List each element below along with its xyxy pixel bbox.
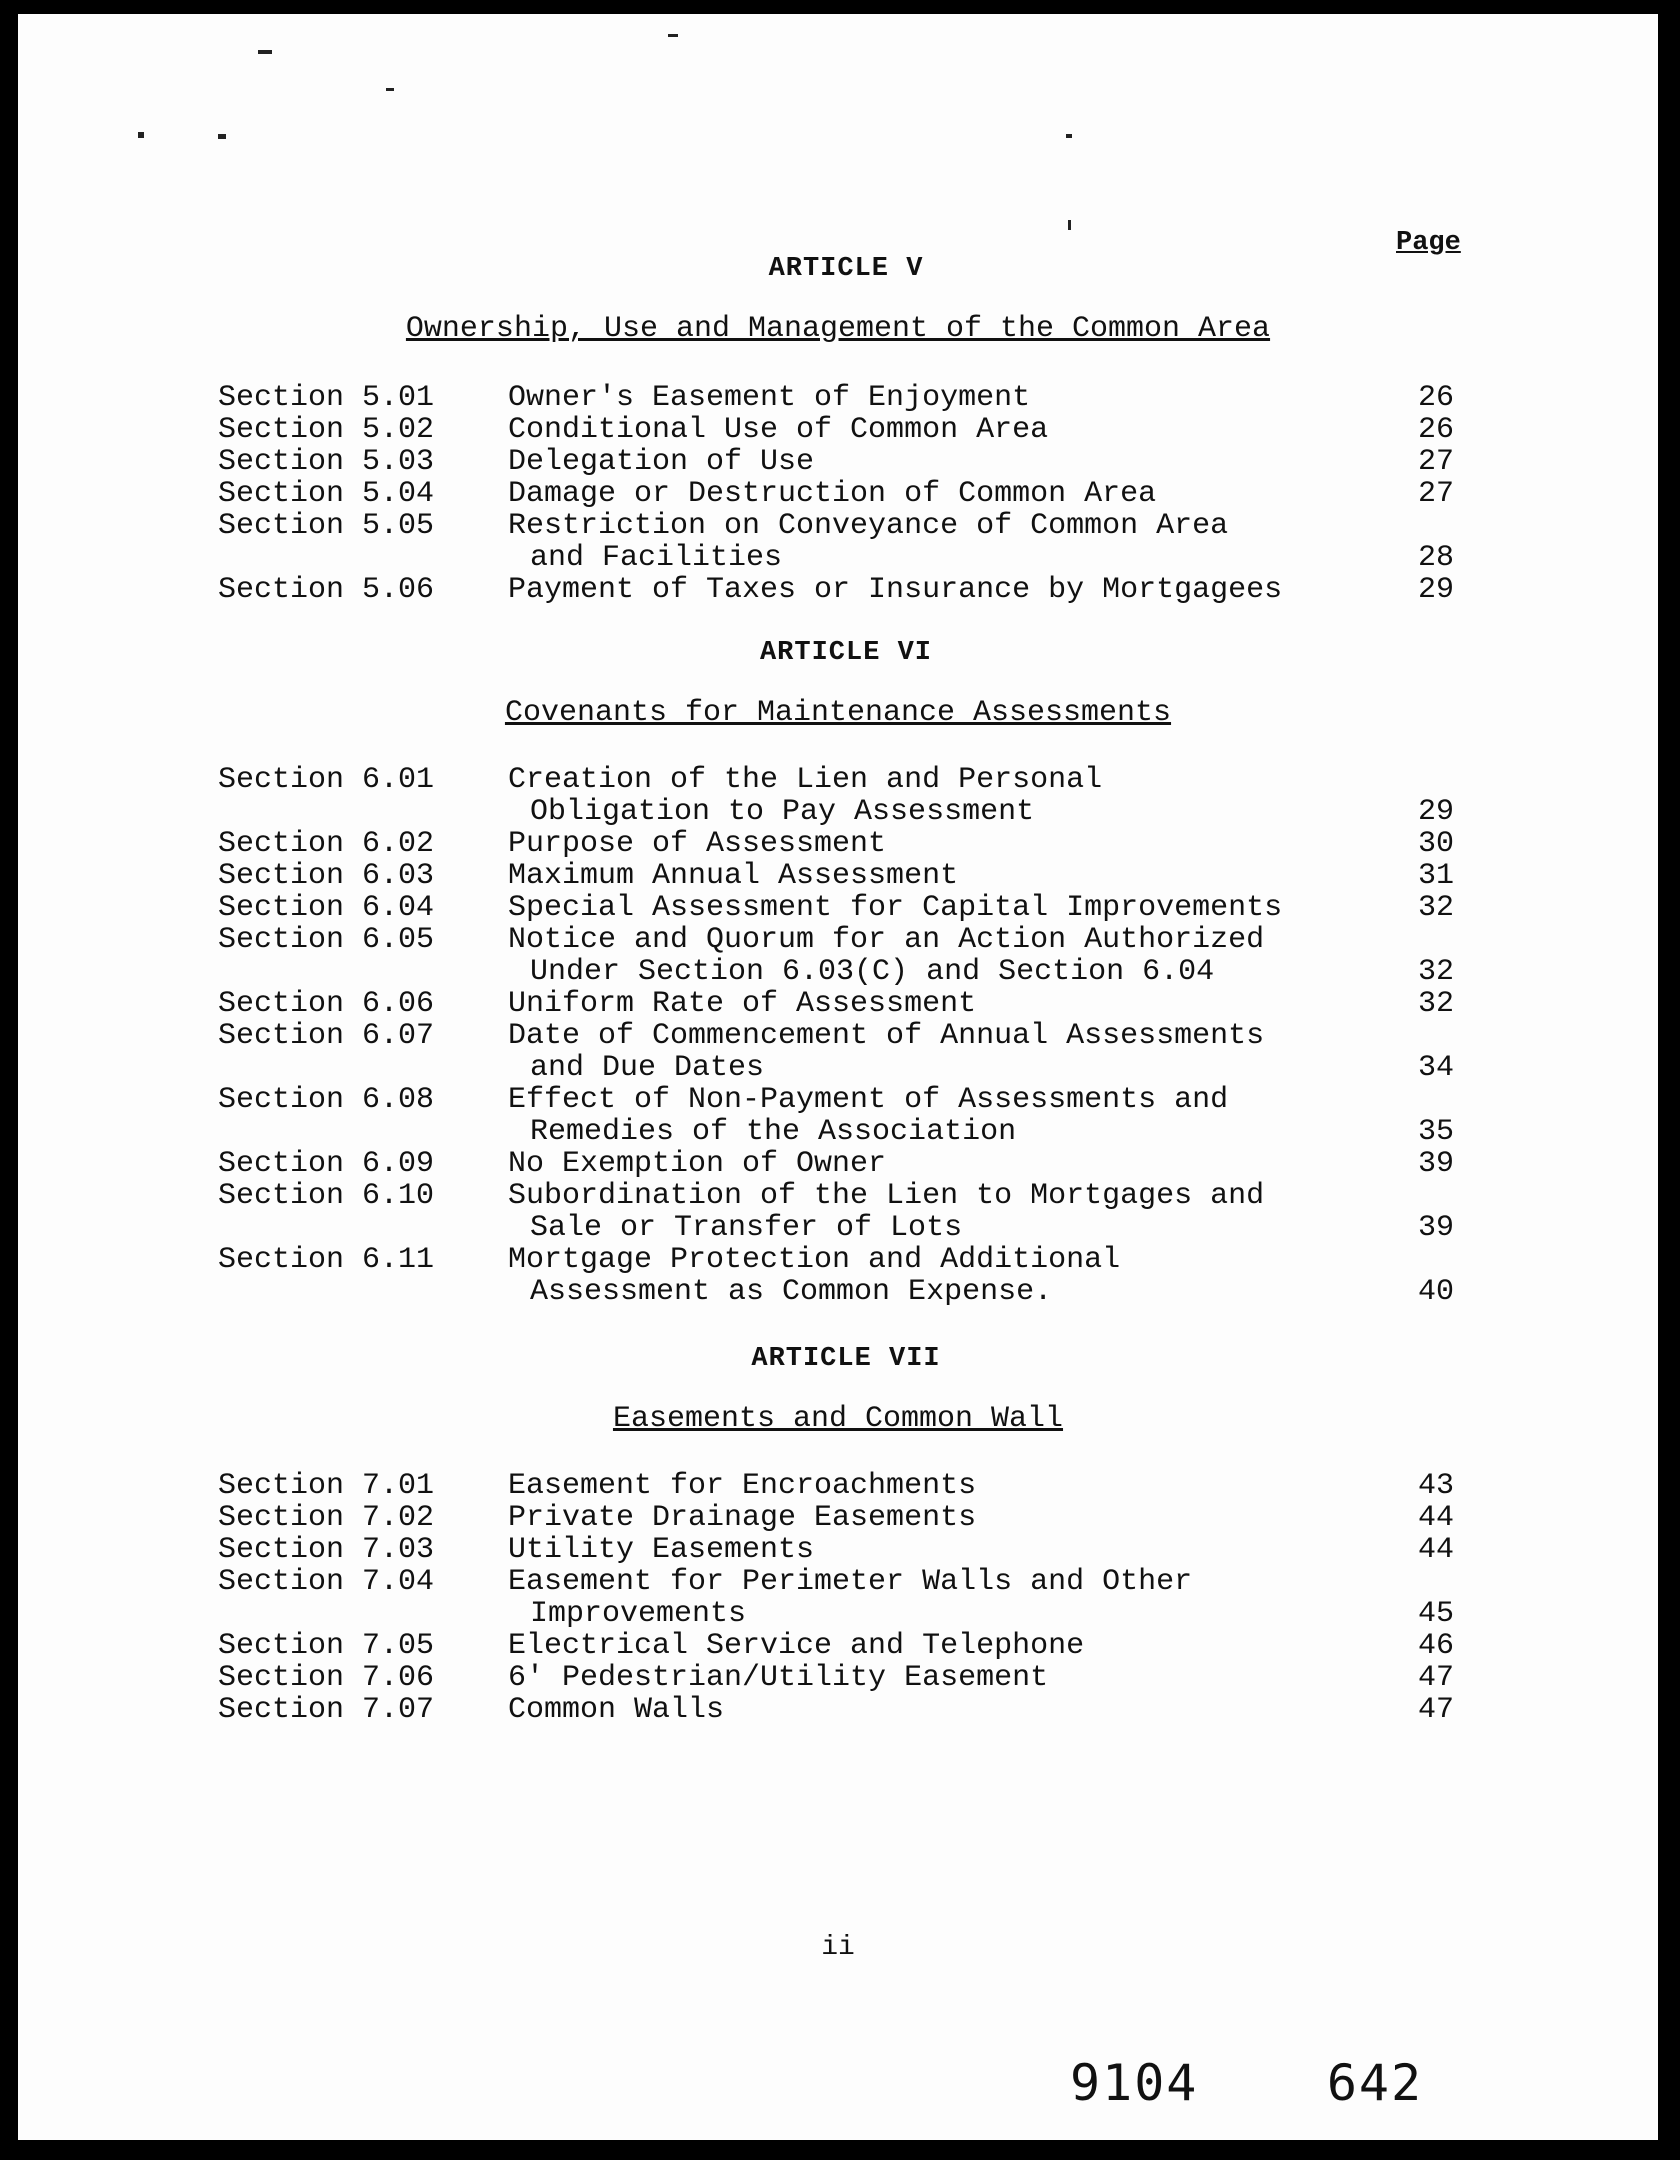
section-title: Easement for Perimeter Walls and Other [508,1565,1193,1599]
section-page-number: 29 [1418,573,1455,607]
scan-speck [138,132,144,138]
section-number: Section 5.04 [218,477,435,511]
section-page-number: 28 [1418,541,1455,575]
section-number: Section 5.02 [218,413,435,447]
section-page-number: 44 [1418,1533,1455,1567]
section-title: Utility Easements [508,1533,815,1567]
article-title: ARTICLE VI [759,638,933,668]
section-page-number: 29 [1418,795,1455,829]
section-number: Section 6.06 [218,987,435,1021]
section-title: Mortgage Protection and Additional [508,1243,1121,1277]
section-number: Section 7.06 [218,1661,435,1695]
article-subtitle: Covenants for Maintenance Assessments [504,696,1172,730]
section-title: Electrical Service and Telephone [508,1629,1085,1663]
section-title: Damage or Destruction of Common Area [508,477,1157,511]
section-number: Section 7.04 [218,1565,435,1599]
scan-speck [258,50,272,54]
section-number: Section 6.02 [218,827,435,861]
section-number: Section 5.05 [218,509,435,543]
document-stamp: 9104 642 [1070,2054,1424,2112]
section-page-number: 39 [1418,1147,1455,1181]
section-number: Section 6.08 [218,1083,435,1117]
article-subtitle: Easements and Common Wall [612,1402,1064,1436]
section-number: Section 6.10 [218,1179,435,1213]
section-title: Restriction on Conveyance of Common Area [508,509,1229,543]
section-page-number: 46 [1418,1629,1455,1663]
section-title: Effect of Non-Payment of Assessments and [508,1083,1229,1117]
section-title: Common Walls [508,1693,725,1727]
page-number: ii [821,1932,855,1963]
section-number: Section 6.11 [218,1243,435,1277]
section-number: Section 5.01 [218,381,435,415]
section-number: Section 6.09 [218,1147,435,1181]
article-subtitle: Ownership, Use and Management of the Common Area [405,312,1271,346]
section-title: Date of Commencement of Annual Assessments [508,1019,1265,1053]
section-title: Delegation of Use [508,445,815,479]
section-number: Section 6.05 [218,923,435,957]
section-title-continued: Improvements [530,1597,747,1631]
article-title: ARTICLE VII [751,1344,941,1374]
section-page-number: 30 [1418,827,1455,861]
section-number: Section 7.03 [218,1533,435,1567]
section-page-number: 47 [1418,1661,1455,1695]
section-page-number: 31 [1418,859,1455,893]
section-page-number: 43 [1418,1469,1455,1503]
section-page-number: 47 [1418,1693,1455,1727]
section-page-number: 39 [1418,1211,1455,1245]
section-title-continued: Obligation to Pay Assessment [530,795,1035,829]
section-number: Section 5.03 [218,445,435,479]
section-title: Owner's Easement of Enjoyment [508,381,1031,415]
scan-speck [386,88,394,91]
section-title-continued: Under Section 6.03(C) and Section 6.04 [530,955,1215,989]
section-title-continued: Assessment as Common Expense. [530,1275,1053,1309]
section-title: 6' Pedestrian/Utility Easement [508,1661,1049,1695]
scan-speck [218,134,226,139]
section-page-number: 35 [1418,1115,1455,1149]
section-title-continued: and Due Dates [530,1051,765,1085]
section-page-number: 27 [1418,477,1455,511]
section-title: Notice and Quorum for an Action Authorized [508,923,1265,957]
section-title: Special Assessment for Capital Improvements [508,891,1283,925]
section-page-number: 27 [1418,445,1455,479]
section-title-continued: Remedies of the Association [530,1115,1017,1149]
section-number: Section 7.07 [218,1693,435,1727]
section-page-number: 26 [1418,413,1455,447]
scan-speck [1068,220,1071,230]
section-number: Section 6.01 [218,763,435,797]
section-title: Purpose of Assessment [508,827,887,861]
section-number: Section 6.03 [218,859,435,893]
section-page-number: 26 [1418,381,1455,415]
page-column-label: Page [1396,228,1461,258]
section-number: Section 7.05 [218,1629,435,1663]
section-page-number: 40 [1418,1275,1455,1309]
section-title: Maximum Annual Assessment [508,859,959,893]
section-title: Private Drainage Easements [508,1501,977,1535]
section-title: Easement for Encroachments [508,1469,977,1503]
section-page-number: 32 [1418,955,1455,989]
section-title: Payment of Taxes or Insurance by Mortgagees [508,573,1283,607]
section-number: Section 7.01 [218,1469,435,1503]
section-page-number: 44 [1418,1501,1455,1535]
section-page-number: 34 [1418,1051,1455,1085]
section-title: No Exemption of Owner [508,1147,887,1181]
section-title: Subordination of the Lien to Mortgages and [508,1179,1265,1213]
scan-speck [1066,134,1072,138]
section-number: Section 6.07 [218,1019,435,1053]
section-title-continued: Sale or Transfer of Lots [530,1211,963,1245]
section-title: Conditional Use of Common Area [508,413,1049,447]
section-page-number: 32 [1418,987,1455,1021]
section-number: Section 5.06 [218,573,435,607]
section-title: Creation of the Lien and Personal [508,763,1103,797]
section-page-number: 32 [1418,891,1455,925]
document-page [18,14,1658,2140]
section-number: Section 6.04 [218,891,435,925]
section-title: Uniform Rate of Assessment [508,987,977,1021]
article-title: ARTICLE V [768,254,924,284]
section-title-continued: and Facilities [530,541,783,575]
section-page-number: 45 [1418,1597,1455,1631]
scan-speck [668,34,678,37]
section-number: Section 7.02 [218,1501,435,1535]
